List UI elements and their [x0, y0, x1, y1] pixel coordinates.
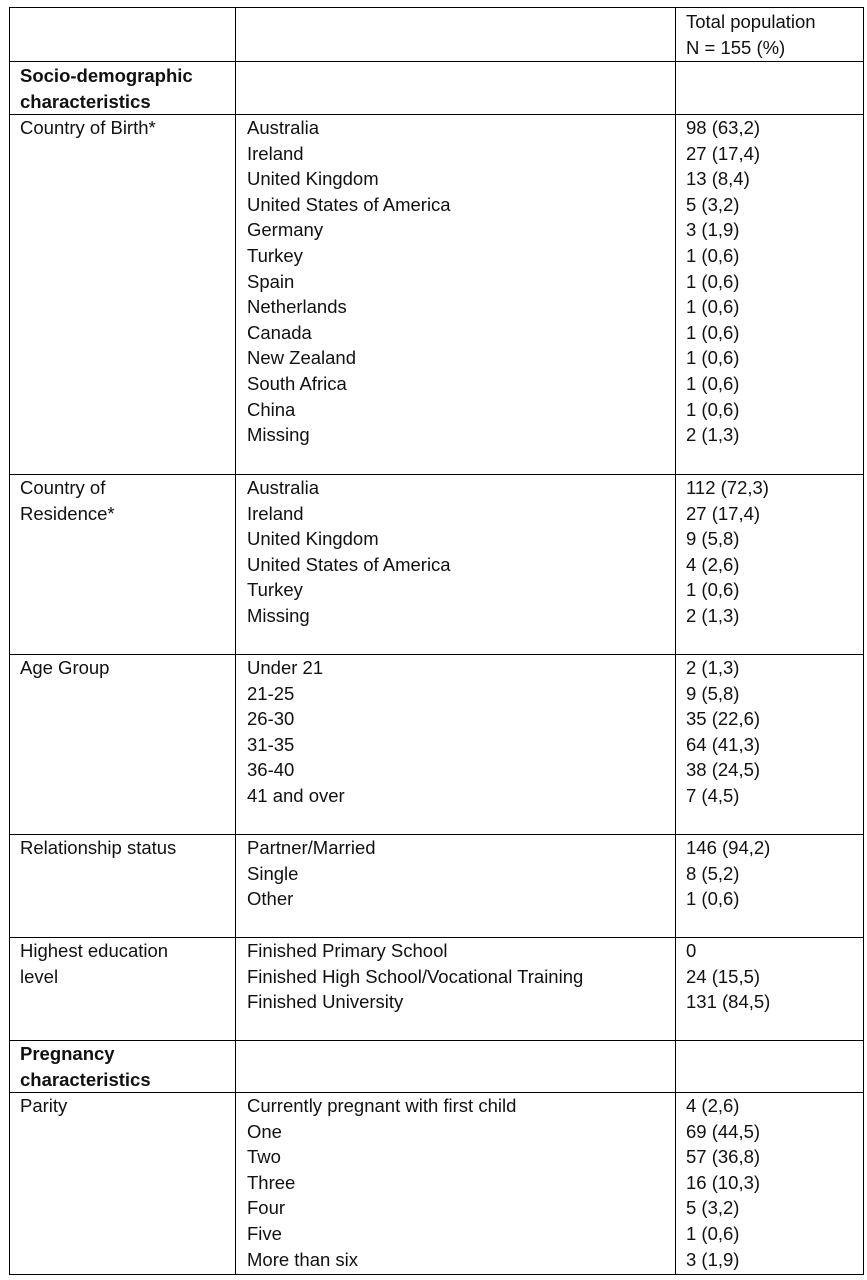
section-heading-line: characteristics: [20, 90, 151, 112]
category-cell: 41 and over: [247, 784, 345, 806]
category-cell: More than six: [247, 1248, 359, 1270]
group-categories-country-of-birth: [247, 115, 451, 448]
section-heading-pregnancy: [20, 1041, 151, 1092]
category-cell: South Africa: [247, 372, 347, 394]
section-heading-sociodemographic: [20, 63, 193, 114]
value-cell: 1 (0,6): [686, 1222, 740, 1244]
category-cell: Single: [247, 862, 299, 884]
value-cell: 7 (4,5): [686, 784, 740, 806]
group-label-line: Highest education: [20, 940, 169, 961]
group-label-line: Age Group: [20, 657, 110, 678]
category-cell: Netherlands: [247, 296, 347, 318]
group-categories-relationship-status: [247, 835, 376, 912]
section-heading-line: Socio-demographic: [20, 65, 193, 86]
row-divider: [10, 61, 863, 62]
section-heading-line: Pregnancy: [20, 1043, 115, 1064]
value-cell: 38 (24,5): [686, 759, 761, 781]
group-label-education-level: [20, 938, 168, 989]
group-values-age-group: [686, 655, 760, 809]
category-cell: Five: [247, 1222, 282, 1244]
header-line: Total population: [686, 11, 816, 32]
group-label-line: Parity: [20, 1095, 68, 1116]
header-total-population: [686, 9, 816, 60]
value-cell: 16 (10,3): [686, 1171, 761, 1193]
value-cell: 64 (41,3): [686, 733, 761, 755]
group-label-line: Country of: [20, 477, 106, 498]
value-cell: 9 (5,8): [686, 528, 740, 550]
value-cell: 8 (5,2): [686, 862, 740, 884]
group-values-parity: [686, 1093, 760, 1272]
category-cell: Spain: [247, 270, 295, 292]
group-label-relationship-status: [20, 835, 176, 861]
group-label-line: level: [20, 965, 59, 987]
value-cell: 5 (3,2): [686, 193, 740, 215]
column-divider: [675, 8, 676, 1274]
group-values-education-level: [686, 938, 770, 1015]
category-cell: Canada: [247, 321, 312, 343]
category-cell: Three: [247, 1171, 296, 1193]
category-cell: United Kingdom: [247, 528, 379, 550]
value-cell: 4 (2,6): [686, 553, 740, 575]
category-cell: China: [247, 398, 296, 420]
category-cell: Missing: [247, 424, 310, 446]
value-cell: 69 (44,5): [686, 1120, 761, 1142]
value-cell: 13 (8,4): [686, 168, 750, 190]
group-values-relationship-status: [686, 835, 770, 912]
value-cell: 24 (15,5): [686, 965, 761, 987]
category-cell: Ireland: [247, 502, 304, 524]
value-cell: 2 (1,3): [686, 424, 740, 446]
value-cell: 1 (0,6): [686, 321, 740, 343]
value-cell: 27 (17,4): [686, 142, 761, 164]
category-cell: United States of America: [247, 193, 451, 215]
category-cell: Four: [247, 1197, 286, 1219]
category-cell: Under 21: [247, 657, 324, 678]
category-cell: Ireland: [247, 142, 304, 164]
value-cell: 1 (0,6): [686, 347, 740, 369]
category-cell: 31-35: [247, 733, 295, 755]
value-cell: 146 (94,2): [686, 837, 771, 858]
category-cell: United Kingdom: [247, 168, 379, 190]
category-cell: Turkey: [247, 579, 303, 601]
group-categories-country-of-residence: [247, 475, 451, 629]
category-cell: New Zealand: [247, 347, 357, 369]
value-cell: 98 (63,2): [686, 117, 761, 138]
group-label-country-of-residence: [20, 475, 115, 526]
value-cell: 3 (1,9): [686, 1248, 740, 1270]
group-categories-education-level: [247, 938, 583, 1015]
value-cell: 1 (0,6): [686, 888, 740, 910]
category-cell: Missing: [247, 604, 310, 626]
group-values-country-of-residence: [686, 475, 769, 629]
value-cell: 0: [686, 940, 697, 961]
group-label-parity: [20, 1093, 67, 1119]
value-cell: 1 (0,6): [686, 579, 740, 601]
value-cell: 57 (36,8): [686, 1146, 761, 1168]
category-cell: 21-25: [247, 682, 295, 704]
value-cell: 2 (1,3): [686, 657, 740, 678]
category-cell: One: [247, 1120, 282, 1142]
group-label-age-group: [20, 655, 109, 681]
value-cell: 1 (0,6): [686, 270, 740, 292]
value-cell: 27 (17,4): [686, 502, 761, 524]
group-label-line: Country of Birth*: [20, 117, 156, 138]
value-cell: 3 (1,9): [686, 219, 740, 241]
group-categories-age-group: [247, 655, 345, 809]
value-cell: 2 (1,3): [686, 604, 740, 626]
value-cell: 9 (5,8): [686, 682, 740, 704]
value-cell: 1 (0,6): [686, 296, 740, 318]
category-cell: 36-40: [247, 759, 295, 781]
category-cell: United States of America: [247, 553, 451, 575]
group-label-line: Relationship status: [20, 837, 177, 858]
value-cell: 5 (3,2): [686, 1197, 740, 1219]
value-cell: 1 (0,6): [686, 398, 740, 420]
value-cell: 112 (72,3): [686, 477, 769, 498]
value-cell: 35 (22,6): [686, 708, 761, 730]
category-cell: Finished Primary School: [247, 940, 448, 961]
value-cell: 131 (84,5): [686, 991, 771, 1013]
value-cell: 1 (0,6): [686, 244, 740, 266]
header-line: N = 155 (%): [686, 36, 786, 58]
category-cell: Australia: [247, 117, 319, 138]
group-label-country-of-birth: [20, 115, 156, 141]
category-cell: Australia: [247, 477, 319, 498]
category-cell: Other: [247, 888, 294, 910]
section-heading-line: characteristics: [20, 1068, 151, 1090]
category-cell: Two: [247, 1146, 281, 1168]
group-categories-parity: [247, 1093, 516, 1272]
category-cell: Partner/Married: [247, 837, 376, 858]
group-values-country-of-birth: [686, 115, 760, 448]
category-cell: Finished High School/Vocational Training: [247, 965, 584, 987]
category-cell: Currently pregnant with first child: [247, 1095, 517, 1116]
category-cell: Turkey: [247, 244, 303, 266]
group-label-line: Residence*: [20, 502, 115, 524]
category-cell: Germany: [247, 219, 324, 241]
value-cell: 1 (0,6): [686, 372, 740, 394]
category-cell: 26-30: [247, 708, 295, 730]
column-divider: [235, 8, 236, 1274]
category-cell: Finished University: [247, 991, 404, 1013]
characteristics-table: [9, 7, 864, 1275]
value-cell: 4 (2,6): [686, 1095, 740, 1116]
